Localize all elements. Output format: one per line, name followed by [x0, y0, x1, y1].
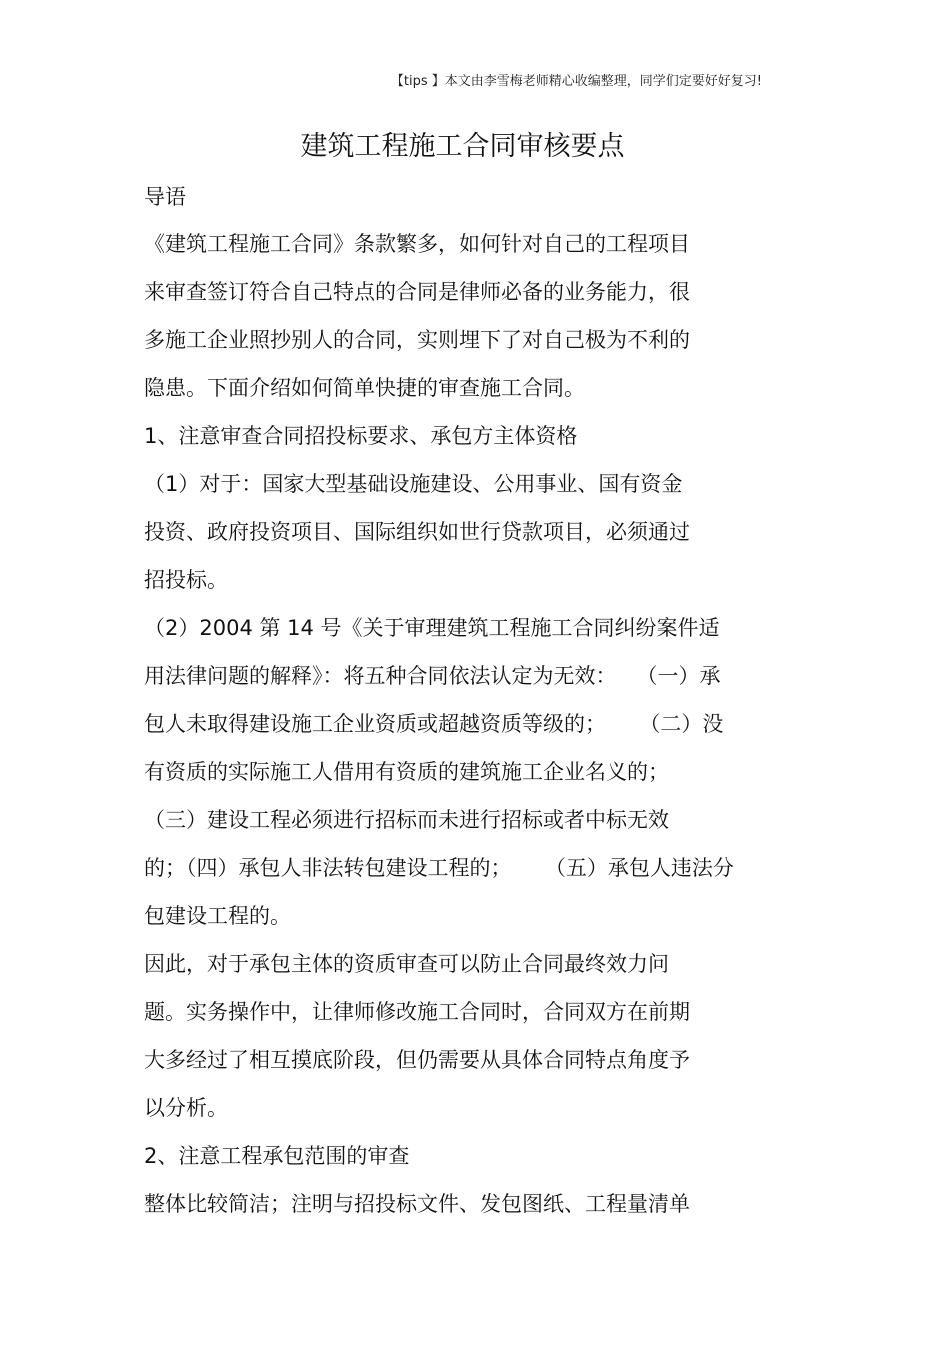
section-heading-intro: 导语 [144, 185, 186, 209]
paragraph-line: 《建筑工程施工合同》条款繁多，如何针对自己的工程项目 [144, 232, 690, 256]
page-title: 建筑工程施工合同审核要点 [300, 131, 625, 162]
paragraph-line: 用法律问题的解释》：将五种合同依法认定为无效： （一）承 [144, 664, 721, 688]
paragraph-line: 来审查签订符合自己特点的合同是律师必备的业务能力，很 [144, 280, 690, 304]
paragraph-line: 因此，对于承包主体的资质审查可以防止合同最终效力问 [144, 952, 669, 976]
paragraph-line: 多施工企业照抄别人的合同，实则埋下了对自己极为不利的 [144, 328, 690, 352]
paragraph-line: 有资质的实际施工人借用有资质的建筑施工企业名义的； [144, 760, 669, 784]
paragraph-line: （三）建设工程必须进行招标而未进行招标或者中标无效 [144, 808, 669, 832]
paragraph-line: 招投标。 [144, 568, 228, 592]
paragraph-line: 以分析。 [144, 1096, 228, 1120]
paragraph-line: 投资、政府投资项目、国际组织如世行贷款项目，必须通过 [144, 520, 690, 544]
paragraph-line: 题。实务操作中，让律师修改施工合同时，合同双方在前期 [144, 1000, 690, 1024]
section-heading-1: 1、注意审查合同招投标要求、承包方主体资格 [144, 424, 578, 448]
paragraph-line: 包建设工程的。 [144, 904, 291, 928]
paragraph-line: （2）2004 第 14 号《关于审理建筑工程施工合同纠纷案件适 [144, 616, 720, 640]
paragraph-line: 整体比较简洁；注明与招投标文件、发包图纸、工程量清单 [144, 1192, 690, 1216]
section-heading-2: 2、注意工程承包范围的审查 [144, 1144, 410, 1168]
paragraph-line: （1）对于：国家大型基础设施建设、公用事业、国有资金 [144, 472, 683, 496]
paragraph-line: 大多经过了相互摸底阶段，但仍需要从具体合同特点角度予 [144, 1048, 690, 1072]
paragraph-line: 包人未取得建设施工企业资质或超越资质等级的； （二）没 [144, 712, 724, 736]
paragraph-line: 的；（四）承包人非法转包建设工程的； （五）承包人违法分 [144, 856, 734, 880]
paragraph-line: 隐患。下面介绍如何简单快捷的审查施工合同。 [144, 376, 585, 400]
header-tip: 【tips 】本文由李雪梅老师精心收编整理，同学们定要好好复习! [390, 74, 762, 89]
